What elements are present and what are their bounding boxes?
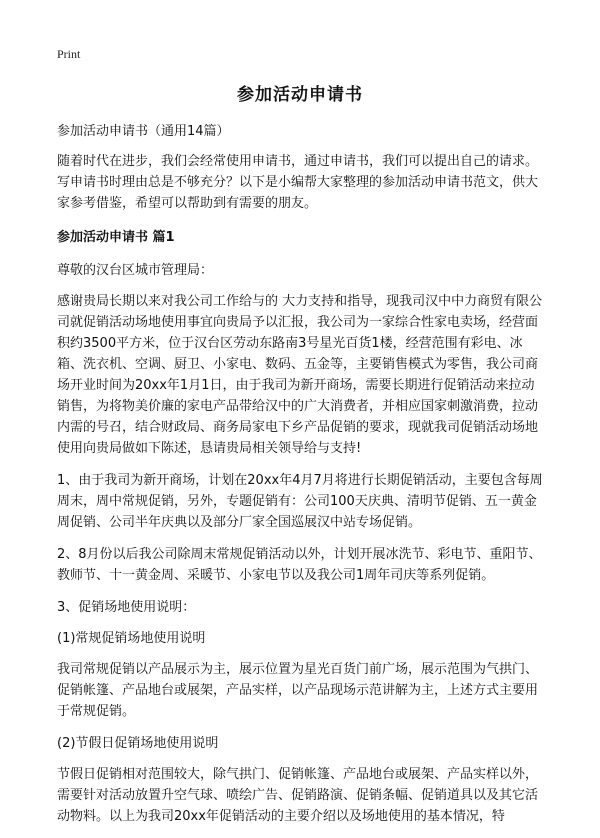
sub-heading: (2)节假日促销场地使用说明 — [57, 736, 219, 751]
sub-heading: (1)常规促销场地使用说明 — [57, 631, 206, 646]
body-paragraph: 感谢贵局长期以来对我公司工作给与的 大力支持和指导，现我司汉中中力商贸有限公司就促销活动场地使用事宜向贵局予以汇报，我公司为一家综合性家电卖场，经营面积约3500平方米，位于汉台区劳动东路南3号星光百货1楼，经营范围有彩电、冰箱、洗衣机、空调、厨卫、小家电、数码、五金等，主要销售模式为零售，我公司商场开业时间为20xx年1月1日，由于我司为新开商场，需要长期进行促销活动来拉动销售，为将物美价廉的家电产品带给汉中的广大消费者，并相应国家刺激消费，拉动内需的号召，结合财政局、商务局家电下乡产品促销的要求，现就我司促销活动场地使用向贵局做如下陈述，恳请贵局相关领导给与支持! — [57, 294, 543, 456]
body-paragraph: 1、由于我司为新开商场，计划在20xx年4月7月将进行长期促销活动，主要包含每周周末，周中常规促销，另外，专题促销有：公司100天庆典、清明节促销、五一黄金周促销、公司半年庆典以及部分厂家全国巡展汉中站专场促销。 — [57, 473, 543, 530]
print-link[interactable]: Print — [57, 47, 81, 61]
body-paragraph: 3、促销场地使用说明： — [57, 600, 196, 615]
body-paragraph: 我司常规促销以产品展示为主，展示位置为星光百货门前广场，展示范围为气拱门、促销帐篷、产品地台或展架，产品实样，以产品现场示范讲解为主，上述方式主要用于常规促销。 — [57, 662, 539, 719]
document-subtitle: 参加活动申请书（通用14篇） — [57, 124, 230, 139]
body-paragraph: 节假日促销相对范围较大，除气拱门、促销帐篷、产品地台或展架、产品实样以外，需要针对活动放置升空气球、喷绘广告、促销路演、促销条幅、促销道具以及其它活动物料。以上为我司20xx年促销活动的主要介绍以及场地使用的基本情况，特 — [57, 767, 539, 824]
document-body — [57, 121, 547, 838]
body-paragraph: 2、8月份以后我公司除周末常规促销活动以外，计划开展冰洗节、彩电节、重阳节、教师节、十一黄金周、采暖节、小家电节以及我公司1周年司庆等系列促销。 — [57, 547, 542, 583]
intro-paragraph: 随着时代在进步，我们会经常使用申请书，通过申请书，我们可以提出自己的请求。写申请书时理由总是不够充分？以下是小编帮大家整理的参加活动申请书范文，供大家参考借鉴，希望可以帮助到有需要的朋友。 — [57, 154, 539, 211]
salutation: 尊敬的汉台区城市管理局： — [57, 263, 214, 278]
page-title: 参加活动申请书 — [237, 85, 363, 105]
section-heading: 参加活动申请书 篇1 — [57, 230, 175, 245]
